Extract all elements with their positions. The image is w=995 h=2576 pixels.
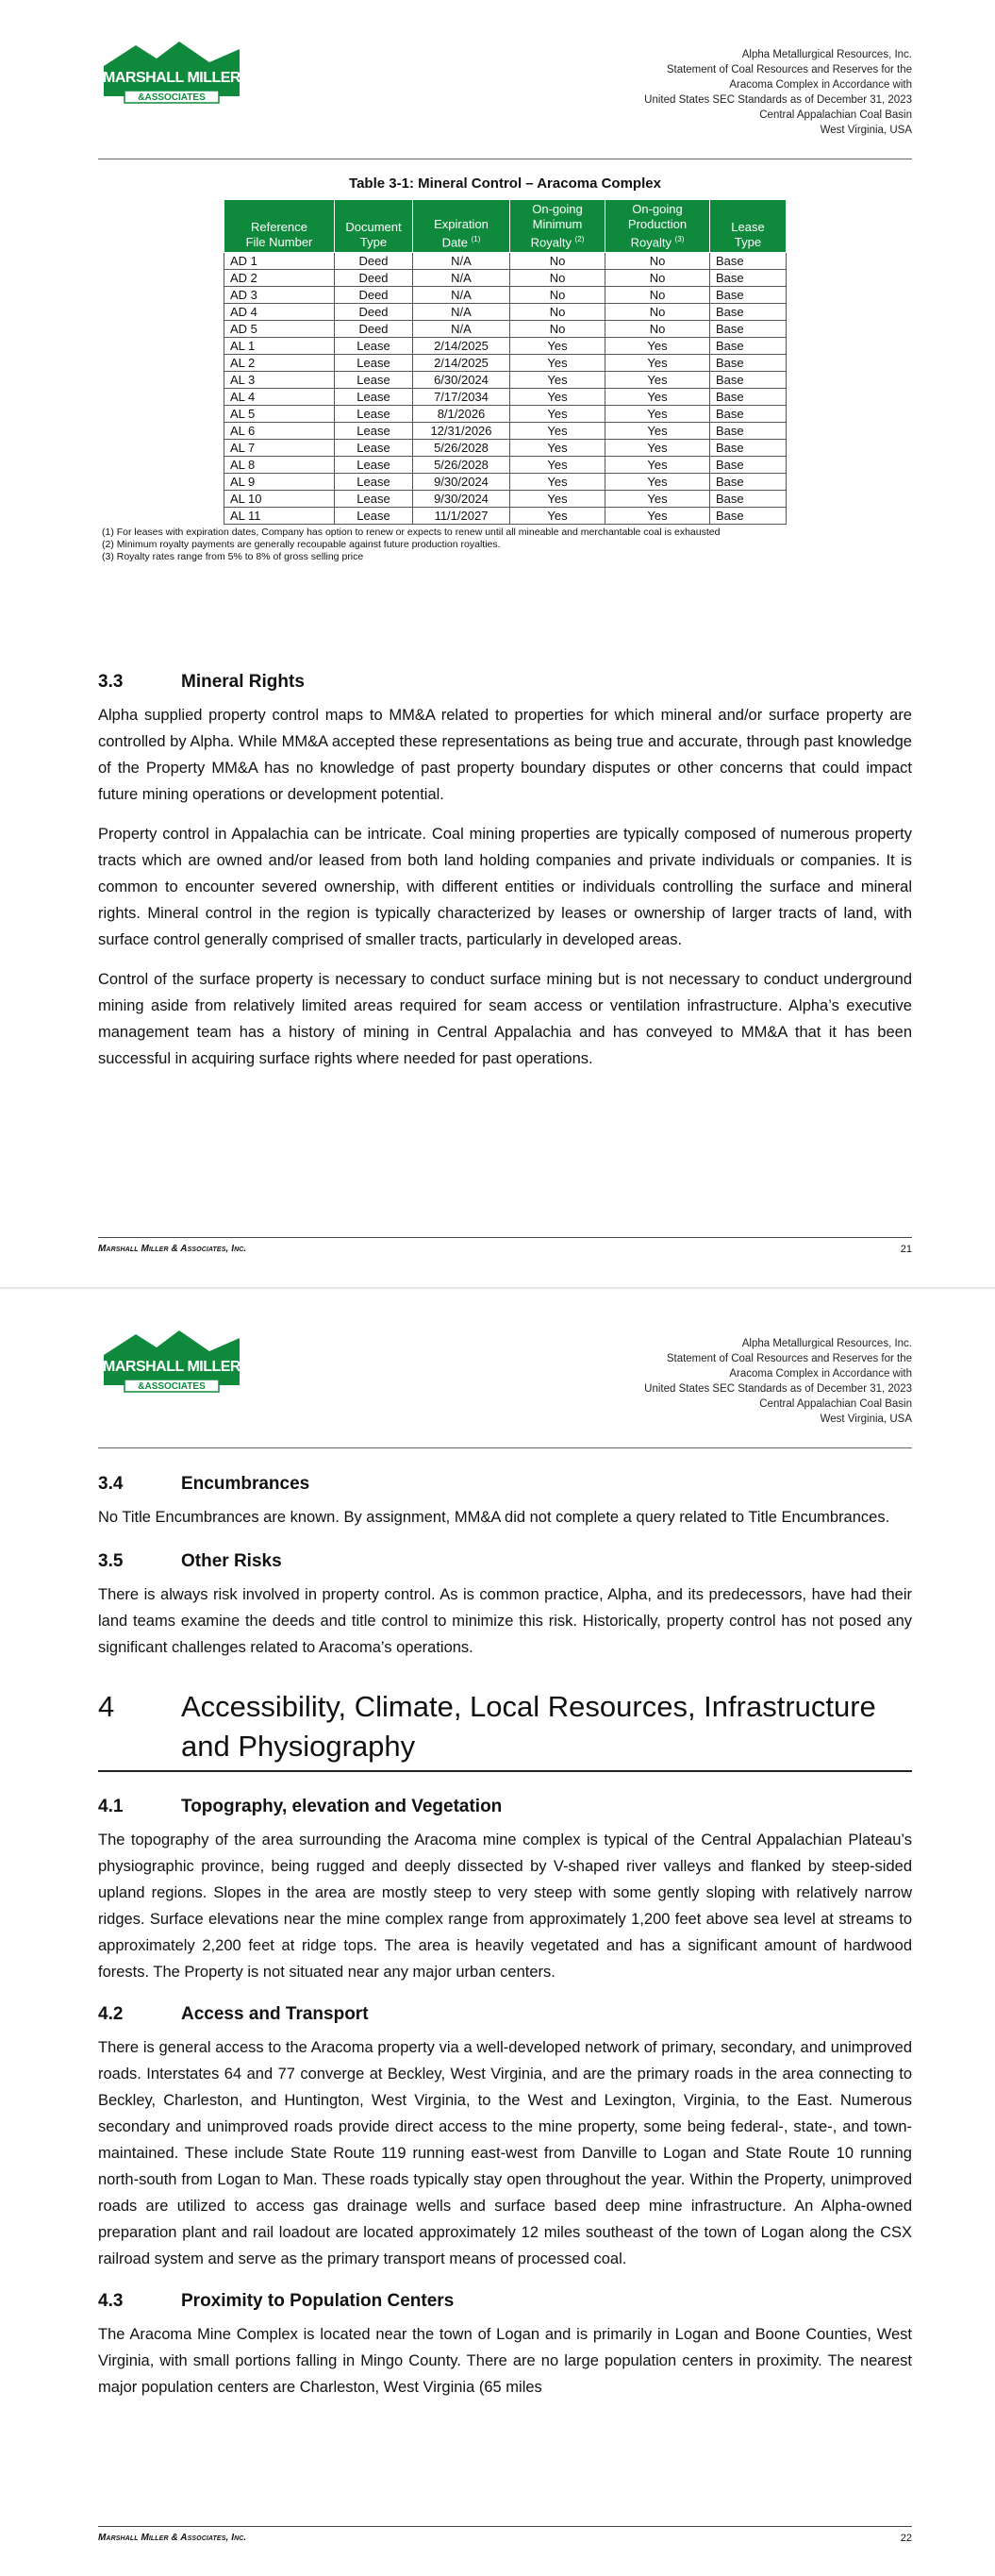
header-line2: Statement of Coal Resources and Reserves for the <box>666 1353 912 1364</box>
table-cell: Base <box>710 304 787 321</box>
paragraph: There is general access to the Aracoma property via a well-developed network of primary, secondary, and unimproved roads. Interstates 64 and 77 converge at Beckley, West Virginia, and are the primary roads in the area connecting to Beckley, Charleston, and Huntington, West Virginia, to the West and Lexington, Virginia, to the East. Numerous secondary and unimproved roads provide direct access to the mine property, some being federal-, state-, and town-maintained. These include State Route 119 running east-west from Danville to Logan and State Route 10 running north-south from Logan to Man. These roads typically stay open throughout the year. Within the Property, unimproved roads are utilized to access gas drainage wells and surface based deep mine infrastructure. An Alpha-owned preparation plant and rail loadout are located approximately 12 miles southeast of the town of Logan along the CSX railroad system and serve as the primary transport means of processed coal. <box>98 2039 912 2267</box>
header-line3: Aracoma Complex in Accordance with <box>729 1368 912 1380</box>
paragraph: Property control in Appalachia can be intricate. Coal mining properties are typically composed of numerous property tracts which are owned and/or leased from both land holding companies and private individuals or companies. It is common to encounter severed ownership, with different entities or individuals controlling the surface and mineral rights. Mineral control in the region is typically characterized by leases or ownership of larger tracts of land, with surface control generally comprised of smaller tracts, particularly in developed areas. <box>98 826 912 948</box>
table-cell: Base <box>710 389 787 406</box>
table-header-row <box>224 200 787 253</box>
table-cell: Lease <box>335 508 413 525</box>
table-row <box>224 253 787 270</box>
header-line5: Central Appalachian Coal Basin <box>759 1398 912 1410</box>
note-2: (2) Minimum royalty payments are generally recoupable against future production royalties. <box>102 539 501 551</box>
section-heading-3-5: 3.5 Other Risks <box>98 1551 282 1571</box>
table-cell: Lease <box>335 457 413 474</box>
table-cell: Yes <box>605 474 710 491</box>
table-cell: 5/26/2028 <box>413 440 510 457</box>
table-row <box>224 457 787 474</box>
page-header <box>98 1327 912 1449</box>
table-cell: Lease <box>335 389 413 406</box>
paragraph: Control of the surface property is necessary to conduct surface mining but is not necessary to conduct underground mining aside from relatively limited areas required for seam access or ventilation infrastructure. Alpha’s executive management team has a history of mining in Central Appalachia and has conveyed to MM&A that it has been successful in acquiring surface rights where needed for past operations. <box>98 971 912 1067</box>
footer-firm: Marshall Miller & Associates, Inc. <box>98 2533 247 2543</box>
table-cell: AD 3 <box>224 287 335 304</box>
table-cell: AD 5 <box>224 321 335 338</box>
table-cell: Yes <box>605 440 710 457</box>
table-cell: Yes <box>510 440 605 457</box>
table-cell: Yes <box>605 491 710 508</box>
table-section <box>98 176 912 563</box>
table-cell: Base <box>710 321 787 338</box>
table-row <box>224 389 787 406</box>
page-header <box>98 38 912 160</box>
table-cell: Yes <box>510 457 605 474</box>
table-cell: 12/31/2026 <box>413 423 510 440</box>
table-cell: Yes <box>510 389 605 406</box>
table-cell: Deed <box>335 321 413 338</box>
mineral-control-table <box>224 199 787 525</box>
note-3: (3) Royalty rates range from 5% to 8% of gross selling price <box>102 551 364 563</box>
header-line3: Aracoma Complex in Accordance with <box>729 79 912 91</box>
table-cell: AD 1 <box>224 253 335 270</box>
page-22 <box>0 1287 995 2576</box>
table-cell: No <box>510 321 605 338</box>
section-heading-4-3: 4.3 Proximity to Population Centers <box>98 2291 455 2311</box>
table-cell: Yes <box>605 508 710 525</box>
table-cell: AL 3 <box>224 372 335 389</box>
table-row <box>224 491 787 508</box>
table-row <box>224 423 787 440</box>
table-cell: AL 10 <box>224 491 335 508</box>
logo-line2: &ASSOCIATES <box>138 92 206 103</box>
table-cell: Yes <box>605 389 710 406</box>
table-cell: Yes <box>605 406 710 423</box>
col-production-royalty: On-going Production Royalty $^{(3)}$ <box>605 200 710 253</box>
table-cell: Base <box>710 406 787 423</box>
table-cell: No <box>510 304 605 321</box>
section-3-3 <box>98 672 912 1072</box>
table-cell: AL 2 <box>224 355 335 372</box>
header-line4: United States SEC Standards as of December 31, 2023 <box>644 94 912 106</box>
table-cell: Deed <box>335 270 413 287</box>
col-minimum-royalty: On-going Minimum Royalty $^{(2)}$ <box>510 200 605 253</box>
table-cell: No <box>510 253 605 270</box>
table-row <box>224 338 787 355</box>
footer-firm: Marshall Miller & Associates, Inc. <box>98 1244 247 1254</box>
table-cell: Yes <box>605 338 710 355</box>
paragraph: There is always risk involved in property control. As is common practice, Alpha, and its predecessors, have had their land teams examine the deeds and title control to minimize this risk. Historically, property control has not posed any significant challenges related to Aracoma’s operations. <box>98 1586 912 1656</box>
header-company: Alpha Metallurgical Resources, Inc. <box>741 1338 912 1349</box>
table-cell: Yes <box>605 457 710 474</box>
table-row <box>224 287 787 304</box>
table-cell: Lease <box>335 474 413 491</box>
header-text <box>644 1336 912 1427</box>
table-cell: No <box>510 270 605 287</box>
table-cell: Yes <box>510 338 605 355</box>
paragraph: The Aracoma Mine Complex is located near the town of Logan and is primarily in Logan and Boone Counties, West Virginia, with small portions falling in Mingo County. There are no large population centers in proximity. The nearest major population centers are Charleston, West Virginia (65 miles <box>98 2326 912 2396</box>
table-cell: 11/1/2027 <box>413 508 510 525</box>
col-document-type: Document Type <box>335 200 413 253</box>
table-cell: Lease <box>335 440 413 457</box>
section-heading-4-1: 4.1 Topography, elevation and Vegetation <box>98 1797 503 1816</box>
table-row <box>224 304 787 321</box>
table-cell: No <box>605 321 710 338</box>
table-cell: Deed <box>335 287 413 304</box>
table-cell: Base <box>710 355 787 372</box>
page-footer <box>98 1237 912 1263</box>
table-notes <box>102 527 912 563</box>
table-cell: Base <box>710 423 787 440</box>
table-cell: Yes <box>605 355 710 372</box>
table-cell: Yes <box>605 423 710 440</box>
table-cell: AL 7 <box>224 440 335 457</box>
table-cell: Yes <box>510 508 605 525</box>
paragraph: The topography of the area surrounding the Aracoma mine complex is typical of the Central Appalachian Plateau’s physiographic province, being rugged and deeply dissected by V-shaped river valleys and flanked by steep-sided upland regions. Slopes in the area are mostly steep to very steep with some gently sloping with relatively narrow ridges. Surface elevations near the mine complex range from approximately 1,200 feet above sea level at streams to approximately 2,200 feet at ridge tops. The area is heavily vegetated and has a significant amount of hardwood forests. The Property is not situated near any major urban centers. <box>98 1832 912 1981</box>
table-cell: Base <box>710 372 787 389</box>
col-reference: Reference File Number <box>224 200 335 253</box>
table-cell: Base <box>710 457 787 474</box>
header-company: Alpha Metallurgical Resources, Inc. <box>741 49 912 60</box>
table-cell: Base <box>710 338 787 355</box>
table-row <box>224 372 787 389</box>
table-cell: No <box>605 287 710 304</box>
logo-line2: &ASSOCIATES <box>138 1381 206 1392</box>
table-cell: AL 6 <box>224 423 335 440</box>
section-heading-3-4: 3.4 Encumbrances <box>98 1474 310 1494</box>
table-cell: Base <box>710 491 787 508</box>
logo-line1: MARSHALL MILLER <box>103 70 240 86</box>
header-line2: Statement of Coal Resources and Reserves for the <box>666 64 912 75</box>
table-cell: Base <box>710 474 787 491</box>
table-cell: AL 9 <box>224 474 335 491</box>
table-cell: N/A <box>413 253 510 270</box>
table-cell: Lease <box>335 338 413 355</box>
note-1: (1) For leases with expiration dates, Company has option to renew or expects to renew until all mineable and merchantable coal is exhausted <box>102 527 721 539</box>
col-expiration: Expiration Date $^{(1)}$ <box>413 200 510 253</box>
table-cell: Base <box>710 287 787 304</box>
paragraph: Alpha supplied property control maps to MM&A related to properties for which mineral and/or surface property are controlled by Alpha. While MM&A accepted these representations as being true and accurate, through past knowledge of the Property MM&A has no knowledge of past property boundary disputes or other concerns that could impact future mining operations or development potential. <box>98 707 912 803</box>
table-cell: Yes <box>605 372 710 389</box>
table-row <box>224 508 787 525</box>
table-caption: Table 3-1: Mineral Control – Aracoma Complex <box>349 176 661 192</box>
section-heading: 3.3 Mineral Rights <box>98 672 305 692</box>
table-body <box>224 253 787 525</box>
table-cell: Yes <box>510 423 605 440</box>
table-row <box>224 440 787 457</box>
header-line6: West Virginia, USA <box>820 1413 912 1425</box>
chapter-4-heading: 4 Accessibility, Climate, Local Resources, Infrastructure and Physiography <box>98 1687 912 1772</box>
col-lease-type: Lease Type <box>710 200 787 253</box>
header-line6: West Virginia, USA <box>820 125 912 136</box>
table-cell: N/A <box>413 304 510 321</box>
logo-line1: MARSHALL MILLER <box>103 1359 240 1375</box>
page-footer <box>98 2526 912 2551</box>
table-cell: N/A <box>413 287 510 304</box>
table-cell: N/A <box>413 270 510 287</box>
table-cell: Base <box>710 270 787 287</box>
table-cell: 2/14/2025 <box>413 355 510 372</box>
marshall-miller-logo <box>98 1327 249 1398</box>
table-cell: AD 4 <box>224 304 335 321</box>
table-cell: 7/17/2034 <box>413 389 510 406</box>
section-heading-4-2: 4.2 Access and Transport <box>98 2004 369 2024</box>
header-text <box>644 47 912 138</box>
table-cell: Yes <box>510 355 605 372</box>
table-cell: Deed <box>335 304 413 321</box>
table-cell: AL 8 <box>224 457 335 474</box>
table-cell: No <box>605 270 710 287</box>
table-cell: Lease <box>335 372 413 389</box>
table-cell: AL 4 <box>224 389 335 406</box>
table-cell: Base <box>710 440 787 457</box>
table-cell: AD 2 <box>224 270 335 287</box>
table-cell: Base <box>710 253 787 270</box>
table-cell: Deed <box>335 253 413 270</box>
table-cell: Yes <box>510 406 605 423</box>
table-row <box>224 474 787 491</box>
table-cell: No <box>605 304 710 321</box>
table-cell: Base <box>710 508 787 525</box>
table-cell: Yes <box>510 372 605 389</box>
table-row <box>224 270 787 287</box>
table-row <box>224 321 787 338</box>
table-cell: AL 1 <box>224 338 335 355</box>
table-cell: 8/1/2026 <box>413 406 510 423</box>
table-row <box>224 355 787 372</box>
header-line4: United States SEC Standards as of December 31, 2023 <box>644 1383 912 1395</box>
marshall-miller-logo <box>98 38 249 109</box>
table-cell: Yes <box>510 474 605 491</box>
table-cell: 6/30/2024 <box>413 372 510 389</box>
table-cell: AL 5 <box>224 406 335 423</box>
page2-content <box>98 1474 912 2400</box>
table-cell: No <box>510 287 605 304</box>
table-cell: 9/30/2024 <box>413 491 510 508</box>
table-cell: Lease <box>335 355 413 372</box>
table-row <box>224 406 787 423</box>
table-cell: Lease <box>335 491 413 508</box>
table-cell: N/A <box>413 321 510 338</box>
header-rule <box>98 1447 912 1448</box>
table-cell: Yes <box>510 491 605 508</box>
table-cell: 9/30/2024 <box>413 474 510 491</box>
paragraph: No Title Encumbrances are known. By assignment, MM&A did not complete a query related to Title Encumbrances. <box>98 1509 890 1526</box>
page-number: 22 <box>900 2533 912 2544</box>
table-cell: 2/14/2025 <box>413 338 510 355</box>
table-cell: Lease <box>335 406 413 423</box>
header-line5: Central Appalachian Coal Basin <box>759 109 912 121</box>
page-21 <box>0 0 995 1287</box>
table-cell: 5/26/2028 <box>413 457 510 474</box>
page-number: 21 <box>900 1244 912 1255</box>
table-cell: AL 11 <box>224 508 335 525</box>
table-cell: Lease <box>335 423 413 440</box>
table-cell: No <box>605 253 710 270</box>
